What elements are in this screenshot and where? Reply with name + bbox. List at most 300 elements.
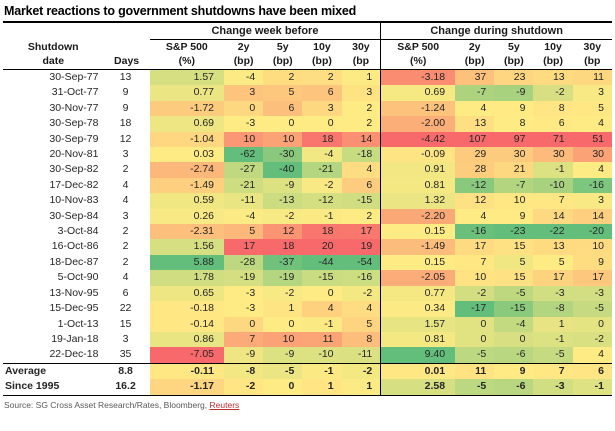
date-cell: 17-Dec-82: [49, 178, 99, 191]
value-cell: -23: [494, 224, 533, 239]
value-cell: 10: [224, 132, 263, 147]
value-cell: 10: [263, 332, 302, 347]
value-cell: 0: [455, 317, 494, 332]
value-cell: -40: [263, 162, 302, 177]
value-cell: 4: [573, 347, 612, 363]
value-cell: 4: [342, 162, 381, 177]
value-cell: -16: [455, 224, 494, 239]
value-cell: -13: [263, 193, 302, 208]
value-cell: 0: [455, 332, 494, 347]
summary-row: [3, 363, 612, 379]
value-cell: -5: [494, 286, 533, 301]
value-cell: -2: [533, 85, 572, 100]
date-cell: 19-Jan-18: [51, 332, 99, 345]
date-cell: 18-Dec-87: [49, 255, 99, 268]
days-cell: 8.8: [103, 363, 149, 379]
value-cell: 3: [302, 101, 341, 116]
value-cell: -9: [263, 347, 302, 363]
group-header-week-before: Change week before: [150, 22, 381, 40]
date-cell: 13-Nov-95: [49, 286, 99, 299]
value-cell: 9: [494, 101, 533, 116]
value-cell: -5: [533, 347, 572, 363]
value-cell: 1.56: [150, 239, 224, 254]
value-cell: 0.81: [381, 178, 455, 193]
date-cell: 3-Oct-84: [57, 225, 99, 238]
value-cell: -11: [342, 347, 381, 363]
value-cell: 8: [342, 332, 381, 347]
value-cell: 13: [533, 70, 572, 86]
value-cell: 37: [455, 70, 494, 86]
value-cell: 2: [342, 101, 381, 116]
value-cell: 10: [263, 132, 302, 147]
value-cell: -2: [455, 286, 494, 301]
days-header-spacer: [103, 40, 149, 55]
value-cell: 14: [573, 209, 612, 224]
table-row: [3, 116, 612, 131]
value-cell: 0.91: [381, 162, 455, 177]
table-row: [3, 147, 612, 162]
value-cell: -27: [224, 162, 263, 177]
value-cell: 14: [533, 209, 572, 224]
value-cell: -6: [494, 379, 533, 395]
value-cell: 10: [455, 270, 494, 285]
value-cell: 4: [342, 301, 381, 316]
value-cell: 4: [573, 116, 612, 131]
value-cell: -1: [573, 379, 612, 395]
date-cell: 22-Dec-18: [49, 348, 99, 361]
col-header-week-5y: 5y: [276, 41, 289, 53]
value-cell: 2: [342, 209, 381, 224]
value-cell: 11: [455, 363, 494, 379]
value-cell: -8: [533, 301, 572, 316]
days-cell: 13: [119, 71, 132, 83]
value-cell: 97: [494, 132, 533, 147]
source-line: [0, 396, 615, 410]
value-cell: 1.78: [150, 270, 224, 285]
value-cell: 71: [533, 132, 572, 147]
value-cell: -4: [302, 147, 341, 162]
unit-week-sp500: (%): [150, 54, 224, 70]
value-cell: 7: [455, 255, 494, 270]
days-cell: 2: [122, 255, 129, 268]
value-cell: 51: [573, 132, 612, 147]
unit-during-sp500: (%): [381, 54, 455, 70]
value-cell: -16: [573, 178, 612, 193]
unit-week-10y: (bp): [302, 54, 341, 70]
days-cell: 16.2: [115, 380, 136, 393]
col-header-during-30y: 30y: [583, 41, 602, 53]
value-cell: -37: [263, 255, 302, 270]
value-cell: -2.20: [381, 209, 455, 224]
col-header-week-sp500: S&P 500: [165, 41, 208, 53]
value-cell: 4: [455, 101, 494, 116]
value-cell: -16: [342, 270, 381, 285]
value-cell: 8: [494, 116, 533, 131]
value-cell: 5: [224, 224, 263, 239]
date-cell: 30-Nov-77: [49, 101, 99, 114]
shutdown-reactions-table: [3, 21, 612, 396]
date-cell: 15-Dec-95: [49, 302, 99, 315]
value-cell: 8: [533, 101, 572, 116]
value-cell: -15: [342, 193, 381, 208]
days-cell: 2: [122, 225, 129, 238]
value-cell: -1.72: [150, 101, 224, 116]
value-cell: -20: [573, 224, 612, 239]
value-cell: 0: [263, 379, 302, 395]
value-cell: 12: [263, 224, 302, 239]
date-cell: 30-Sep-77: [49, 71, 99, 83]
unit-during-5y: (bp): [494, 54, 533, 70]
value-cell: -4: [494, 317, 533, 332]
date-cell: 5-Oct-90: [57, 271, 99, 284]
column-header-row-1: [3, 40, 612, 55]
value-cell: 1.57: [150, 70, 224, 86]
value-cell: 0.03: [150, 147, 224, 162]
value-cell: 0: [302, 116, 341, 131]
days-cell: 18: [119, 117, 132, 130]
value-cell: -54: [342, 255, 381, 270]
date-cell: 31-Oct-77: [51, 86, 99, 99]
value-cell: -2: [573, 332, 612, 347]
value-cell: -8: [224, 363, 263, 379]
value-cell: -7: [455, 85, 494, 100]
value-cell: 0: [224, 101, 263, 116]
value-cell: -2: [263, 209, 302, 224]
col-header-week-10y: 10y: [313, 41, 331, 53]
value-cell: -3: [224, 286, 263, 301]
table-row: [3, 255, 612, 270]
table-row: [3, 270, 612, 285]
value-cell: -12: [455, 178, 494, 193]
value-cell: 1: [263, 301, 302, 316]
value-cell: 30: [494, 147, 533, 162]
days-cell: 2: [122, 240, 129, 253]
value-cell: 107: [455, 132, 494, 147]
value-cell: 6: [573, 363, 612, 379]
group-header-during-shutdown: Change during shutdown: [381, 22, 612, 40]
value-cell: 17: [342, 224, 381, 239]
value-cell: -4.42: [381, 132, 455, 147]
value-cell: 0.26: [150, 209, 224, 224]
table-row: [3, 101, 612, 116]
table-row: [3, 286, 612, 301]
reuters-link[interactable]: Reuters: [209, 399, 240, 410]
value-cell: -9: [263, 178, 302, 193]
group-header-spacer: [3, 22, 150, 40]
value-cell: -3: [533, 379, 572, 395]
value-cell: 1: [533, 317, 572, 332]
value-cell: 21: [494, 162, 533, 177]
unit-week-2y: (bp): [224, 54, 263, 70]
value-cell: 11: [573, 70, 612, 86]
value-cell: 7: [224, 332, 263, 347]
value-cell: -2.05: [381, 270, 455, 285]
value-cell: 2: [302, 70, 341, 86]
value-cell: -7.05: [150, 347, 224, 363]
value-cell: 0.69: [150, 116, 224, 131]
value-cell: -19: [224, 270, 263, 285]
value-cell: 5: [573, 101, 612, 116]
value-cell: -30: [263, 147, 302, 162]
value-cell: -2: [224, 379, 263, 395]
value-cell: 17: [573, 270, 612, 285]
col-header-during-2y: 2y: [468, 41, 481, 53]
value-cell: 29: [455, 147, 494, 162]
col-header-week-2y: 2y: [237, 41, 250, 53]
value-cell: 10: [573, 239, 612, 254]
value-cell: -22: [533, 224, 572, 239]
value-cell: -3.18: [381, 70, 455, 86]
value-cell: -1.17: [150, 379, 224, 395]
value-cell: -19: [263, 270, 302, 285]
value-cell: -28: [224, 255, 263, 270]
value-cell: -0.14: [150, 317, 224, 332]
col-header-during-sp500: S&P 500: [381, 40, 455, 55]
table-body: [3, 70, 612, 396]
value-cell: 0: [263, 317, 302, 332]
value-cell: 3: [224, 85, 263, 100]
value-cell: 7: [533, 193, 572, 208]
value-cell: -44: [302, 255, 341, 270]
value-cell: -1: [302, 363, 341, 379]
value-cell: -1: [302, 209, 341, 224]
value-cell: -2: [342, 363, 381, 379]
value-cell: -4: [224, 70, 263, 86]
days-cell: 3: [122, 332, 129, 345]
date-cell: 30-Sep-79: [49, 132, 99, 145]
table-row: [3, 162, 612, 177]
value-cell: -1.24: [381, 101, 455, 116]
value-cell: -1.49: [381, 239, 455, 254]
date-header: date: [3, 54, 103, 70]
source-text: Source: SG Cross Asset Research/Rates, Bloomberg,: [4, 399, 210, 410]
value-cell: 5: [263, 85, 302, 100]
value-cell: 18: [302, 132, 341, 147]
value-cell: 3: [573, 85, 612, 100]
value-cell: -5: [455, 347, 494, 363]
value-cell: -2.31: [150, 224, 224, 239]
value-cell: 9: [494, 363, 533, 379]
value-cell: -17: [455, 301, 494, 316]
value-cell: -9: [224, 347, 263, 363]
column-header-row-2: [3, 54, 612, 70]
summary-label-cell: Average: [3, 363, 103, 379]
days-cell: 6: [122, 286, 129, 299]
unit-week-5y: (bp): [263, 54, 302, 70]
page-title: Market reactions to government shutdowns have been mixed: [4, 4, 357, 18]
value-cell: -1.49: [150, 178, 224, 193]
value-cell: 1.57: [381, 317, 455, 332]
value-cell: 13: [533, 239, 572, 254]
value-cell: 6: [342, 178, 381, 193]
value-cell: 0.34: [381, 301, 455, 316]
days-cell: 3: [122, 148, 129, 161]
table-row: [3, 178, 612, 193]
table-row: [3, 85, 612, 100]
value-cell: 13: [455, 116, 494, 131]
days-cell: 22: [119, 302, 132, 315]
value-cell: -4: [224, 209, 263, 224]
value-cell: -1: [533, 332, 572, 347]
value-cell: 4: [302, 301, 341, 316]
days-cell: 4: [122, 271, 129, 284]
value-cell: 23: [494, 70, 533, 86]
table-row: [3, 332, 612, 347]
value-cell: 15: [494, 239, 533, 254]
value-cell: -6: [494, 347, 533, 363]
value-cell: 6: [533, 116, 572, 131]
value-cell: -7: [494, 178, 533, 193]
value-cell: -0.11: [150, 363, 224, 379]
value-cell: 17: [455, 239, 494, 254]
table-row: [3, 347, 612, 363]
table-row: [3, 317, 612, 332]
value-cell: 17: [224, 239, 263, 254]
unit-week-30y: (bp: [342, 54, 381, 70]
summary-label-cell: Since 1995: [5, 380, 60, 393]
value-cell: -1.04: [150, 132, 224, 147]
col-header-week-30y: 30y: [352, 41, 370, 53]
days-cell: 3: [122, 209, 129, 222]
value-cell: 0.77: [150, 85, 224, 100]
value-cell: 10: [494, 193, 533, 208]
days-cell: 12: [119, 132, 132, 145]
value-cell: 3: [573, 193, 612, 208]
value-cell: 5.88: [150, 255, 224, 270]
days-cell: 9: [122, 86, 129, 99]
value-cell: 4: [455, 209, 494, 224]
value-cell: -2: [263, 286, 302, 301]
value-cell: 0.65: [150, 286, 224, 301]
value-cell: 6: [302, 85, 341, 100]
value-cell: -15: [494, 301, 533, 316]
value-cell: 18: [263, 239, 302, 254]
value-cell: 9: [573, 255, 612, 270]
value-cell: -0.18: [150, 301, 224, 316]
value-cell: -5: [573, 301, 612, 316]
value-cell: -9: [494, 85, 533, 100]
value-cell: 0: [302, 286, 341, 301]
value-cell: -18: [342, 147, 381, 162]
value-cell: -10: [533, 178, 572, 193]
value-cell: 14: [342, 132, 381, 147]
value-cell: 30: [533, 147, 572, 162]
days-cell: 2: [122, 163, 129, 176]
value-cell: 20: [302, 239, 341, 254]
value-cell: 3: [342, 85, 381, 100]
value-cell: 0: [573, 317, 612, 332]
shutdown-header: Shutdown: [27, 40, 79, 53]
value-cell: 2: [263, 70, 302, 86]
value-cell: 0: [224, 317, 263, 332]
value-cell: 9: [494, 209, 533, 224]
days-cell: 15: [119, 317, 132, 330]
value-cell: 5: [494, 255, 533, 270]
value-cell: -21: [224, 178, 263, 193]
value-cell: -5: [263, 363, 302, 379]
date-cell: 10-Nov-83: [49, 194, 99, 207]
value-cell: 5: [533, 255, 572, 270]
date-cell: 16-Oct-86: [51, 240, 99, 253]
value-cell: -15: [302, 270, 341, 285]
value-cell: 17: [533, 270, 572, 285]
value-cell: 0.59: [150, 193, 224, 208]
value-cell: 1.32: [381, 193, 455, 208]
value-cell: 1: [342, 379, 381, 395]
unit-during-10y: (bp): [533, 54, 572, 70]
value-cell: -1: [533, 162, 572, 177]
value-cell: 28: [455, 162, 494, 177]
value-cell: -62: [224, 147, 263, 162]
unit-during-30y: (bp: [573, 54, 612, 70]
table-row: [3, 239, 612, 254]
value-cell: 18: [302, 224, 341, 239]
group-header-row: [3, 22, 612, 40]
value-cell: -10: [302, 347, 341, 363]
value-cell: -0.09: [381, 147, 455, 162]
value-cell: 15: [494, 270, 533, 285]
value-cell: 19: [342, 239, 381, 254]
summary-row: [3, 379, 612, 395]
col-header-during-5y: 5y: [508, 41, 520, 53]
value-cell: 2: [342, 116, 381, 131]
date-cell: 20-Nov-81: [49, 148, 99, 161]
value-cell: 0: [263, 116, 302, 131]
days-cell: 9: [122, 101, 129, 114]
table-row: [3, 70, 612, 86]
value-cell: -3: [224, 301, 263, 316]
value-cell: -2: [342, 286, 381, 301]
value-cell: 4: [573, 162, 612, 177]
value-cell: 12: [455, 193, 494, 208]
value-cell: -3: [573, 286, 612, 301]
value-cell: 0: [494, 332, 533, 347]
days-cell: 4: [122, 178, 129, 191]
value-cell: 0.15: [381, 255, 455, 270]
col-header-during-10y: 10y: [544, 41, 562, 53]
value-cell: -1: [302, 317, 341, 332]
value-cell: 5: [342, 317, 381, 332]
table-row: [3, 209, 612, 224]
table-row: [3, 132, 612, 147]
value-cell: 0.01: [381, 363, 455, 379]
value-cell: 11: [302, 332, 341, 347]
days-header: Days: [103, 54, 149, 70]
date-cell: 1-Oct-13: [57, 317, 99, 330]
value-cell: 1: [302, 379, 341, 395]
value-cell: 0.81: [381, 332, 455, 347]
value-cell: -5: [455, 379, 494, 395]
value-cell: 7: [533, 363, 572, 379]
days-cell: 35: [119, 348, 132, 361]
value-cell: 30: [573, 147, 612, 162]
value-cell: 0.86: [150, 332, 224, 347]
unit-during-2y: (bp): [455, 54, 494, 70]
value-cell: 0.77: [381, 286, 455, 301]
value-cell: -3: [224, 116, 263, 131]
value-cell: -2.00: [381, 116, 455, 131]
value-cell: 9.40: [381, 347, 455, 363]
table-row: [3, 301, 612, 316]
value-cell: 0.15: [381, 224, 455, 239]
date-cell: 30-Sep-82: [49, 163, 99, 176]
value-cell: 6: [263, 101, 302, 116]
value-cell: 1: [342, 70, 381, 86]
value-cell: -2.74: [150, 162, 224, 177]
value-cell: -21: [302, 162, 341, 177]
value-cell: -11: [224, 193, 263, 208]
value-cell: 0.69: [381, 85, 455, 100]
